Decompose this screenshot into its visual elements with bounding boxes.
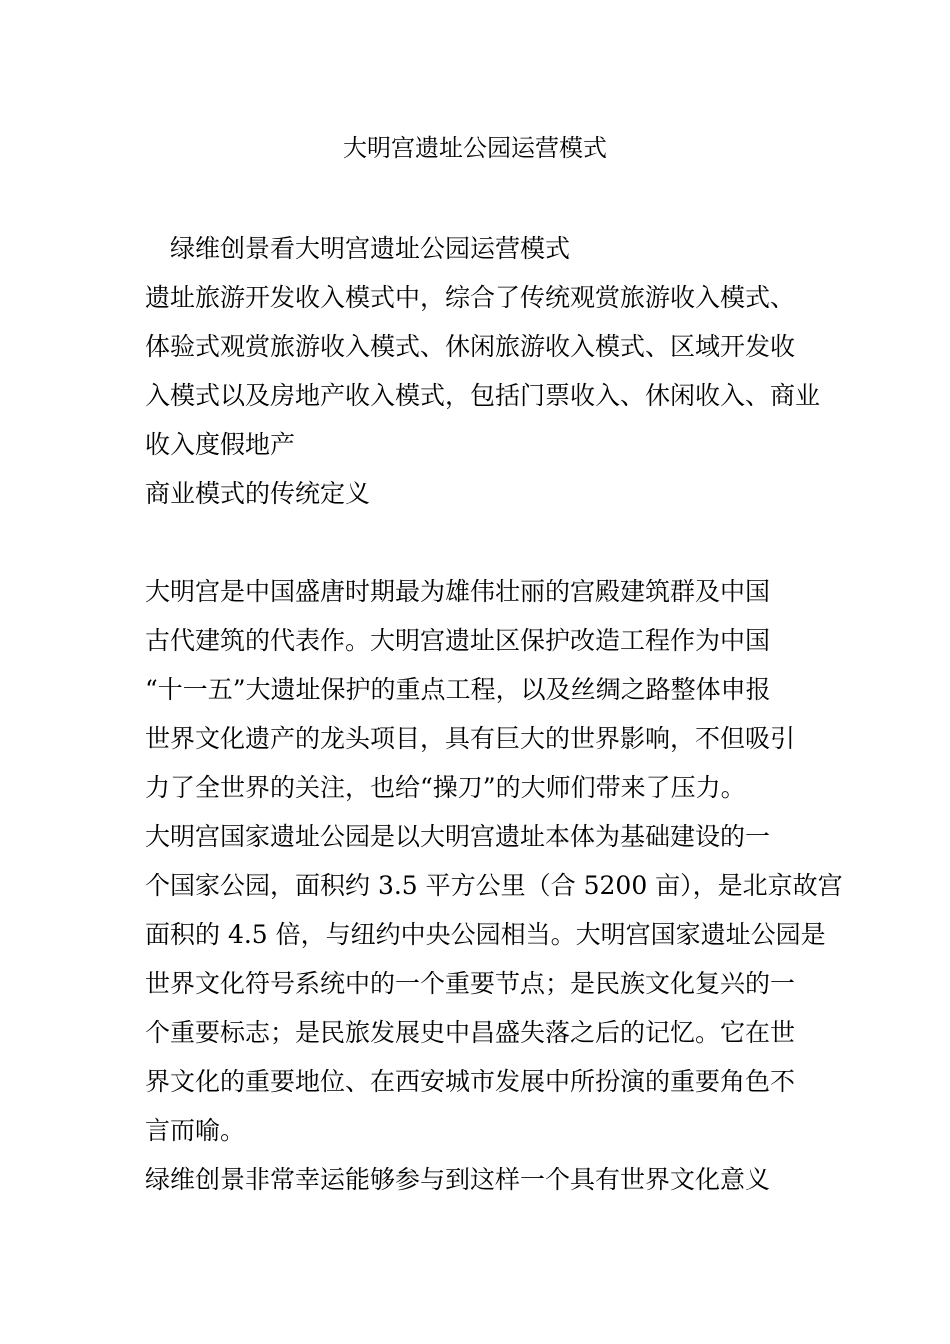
text-line: 大明宫是中国盛唐时期最为雄伟壮丽的宫殿建筑群及中国 [145, 577, 771, 606]
document-body [145, 224, 843, 1204]
paragraph-national-park [145, 812, 843, 1155]
paragraph-participation [145, 1155, 810, 1204]
text-line: 体验式观赏旅游收入模式、休闲旅游收入模式、区域开发收 [145, 332, 796, 361]
text-line: 大明宫国家遗址公园是以大明宫遗址本体为基础建设的一 [145, 822, 771, 851]
text-line: 个国家公园，面积约 3.5 平方公里（合 5200 亩），是北京故宫 [145, 871, 843, 900]
document-title: 大明宫遗址公园运营模式 [343, 134, 607, 162]
text-line: “十一五”大遗址保护的重点工程，以及丝绸之路整体申报 [145, 675, 771, 704]
text-line: 世界文化符号系统中的一个重要节点；是民族文化复兴的一 [145, 969, 796, 998]
text-line: 收入度假地产 [145, 430, 296, 459]
text-line: 个重要标志；是民旅发展史中昌盛失落之后的记忆。它在世 [145, 1018, 796, 1047]
paragraph-revenue-model [145, 273, 821, 469]
text-line: 言而喻。 [145, 1116, 246, 1145]
text-line: 力了全世界的关注，也给“操刀”的大师们带来了压力。 [145, 773, 746, 802]
text-line: 界文化的重要地位、在西安城市发展中所扮演的重要角色不 [145, 1067, 796, 1096]
text-line: 面积的 4.5 倍，与纽约中央公园相当。大明宫国家遗址公园是 [145, 920, 826, 949]
text-line: 绿维创景非常幸运能够参与到这样一个具有世界文化意义 [145, 1165, 771, 1194]
text-line: 古代建筑的代表作。大明宫遗址区保护改造工程作为中国 [145, 626, 771, 655]
subheading: 绿维创景看大明宫遗址公园运营模式 [170, 234, 571, 263]
paragraph-business-model: 商业模式的传统定义 [145, 479, 371, 508]
text-line: 世界文化遗产的龙头项目，具有巨大的世界影响，不但吸引 [145, 724, 796, 753]
paragraph-daming-palace-intro [145, 567, 810, 812]
text-line: 遗址旅游开发收入模式中，综合了传统观赏旅游收入模式、 [145, 283, 796, 312]
text-line: 入模式以及房地产收入模式，包括门票收入、休闲收入、商业 [145, 381, 821, 410]
blank-line [145, 518, 810, 567]
